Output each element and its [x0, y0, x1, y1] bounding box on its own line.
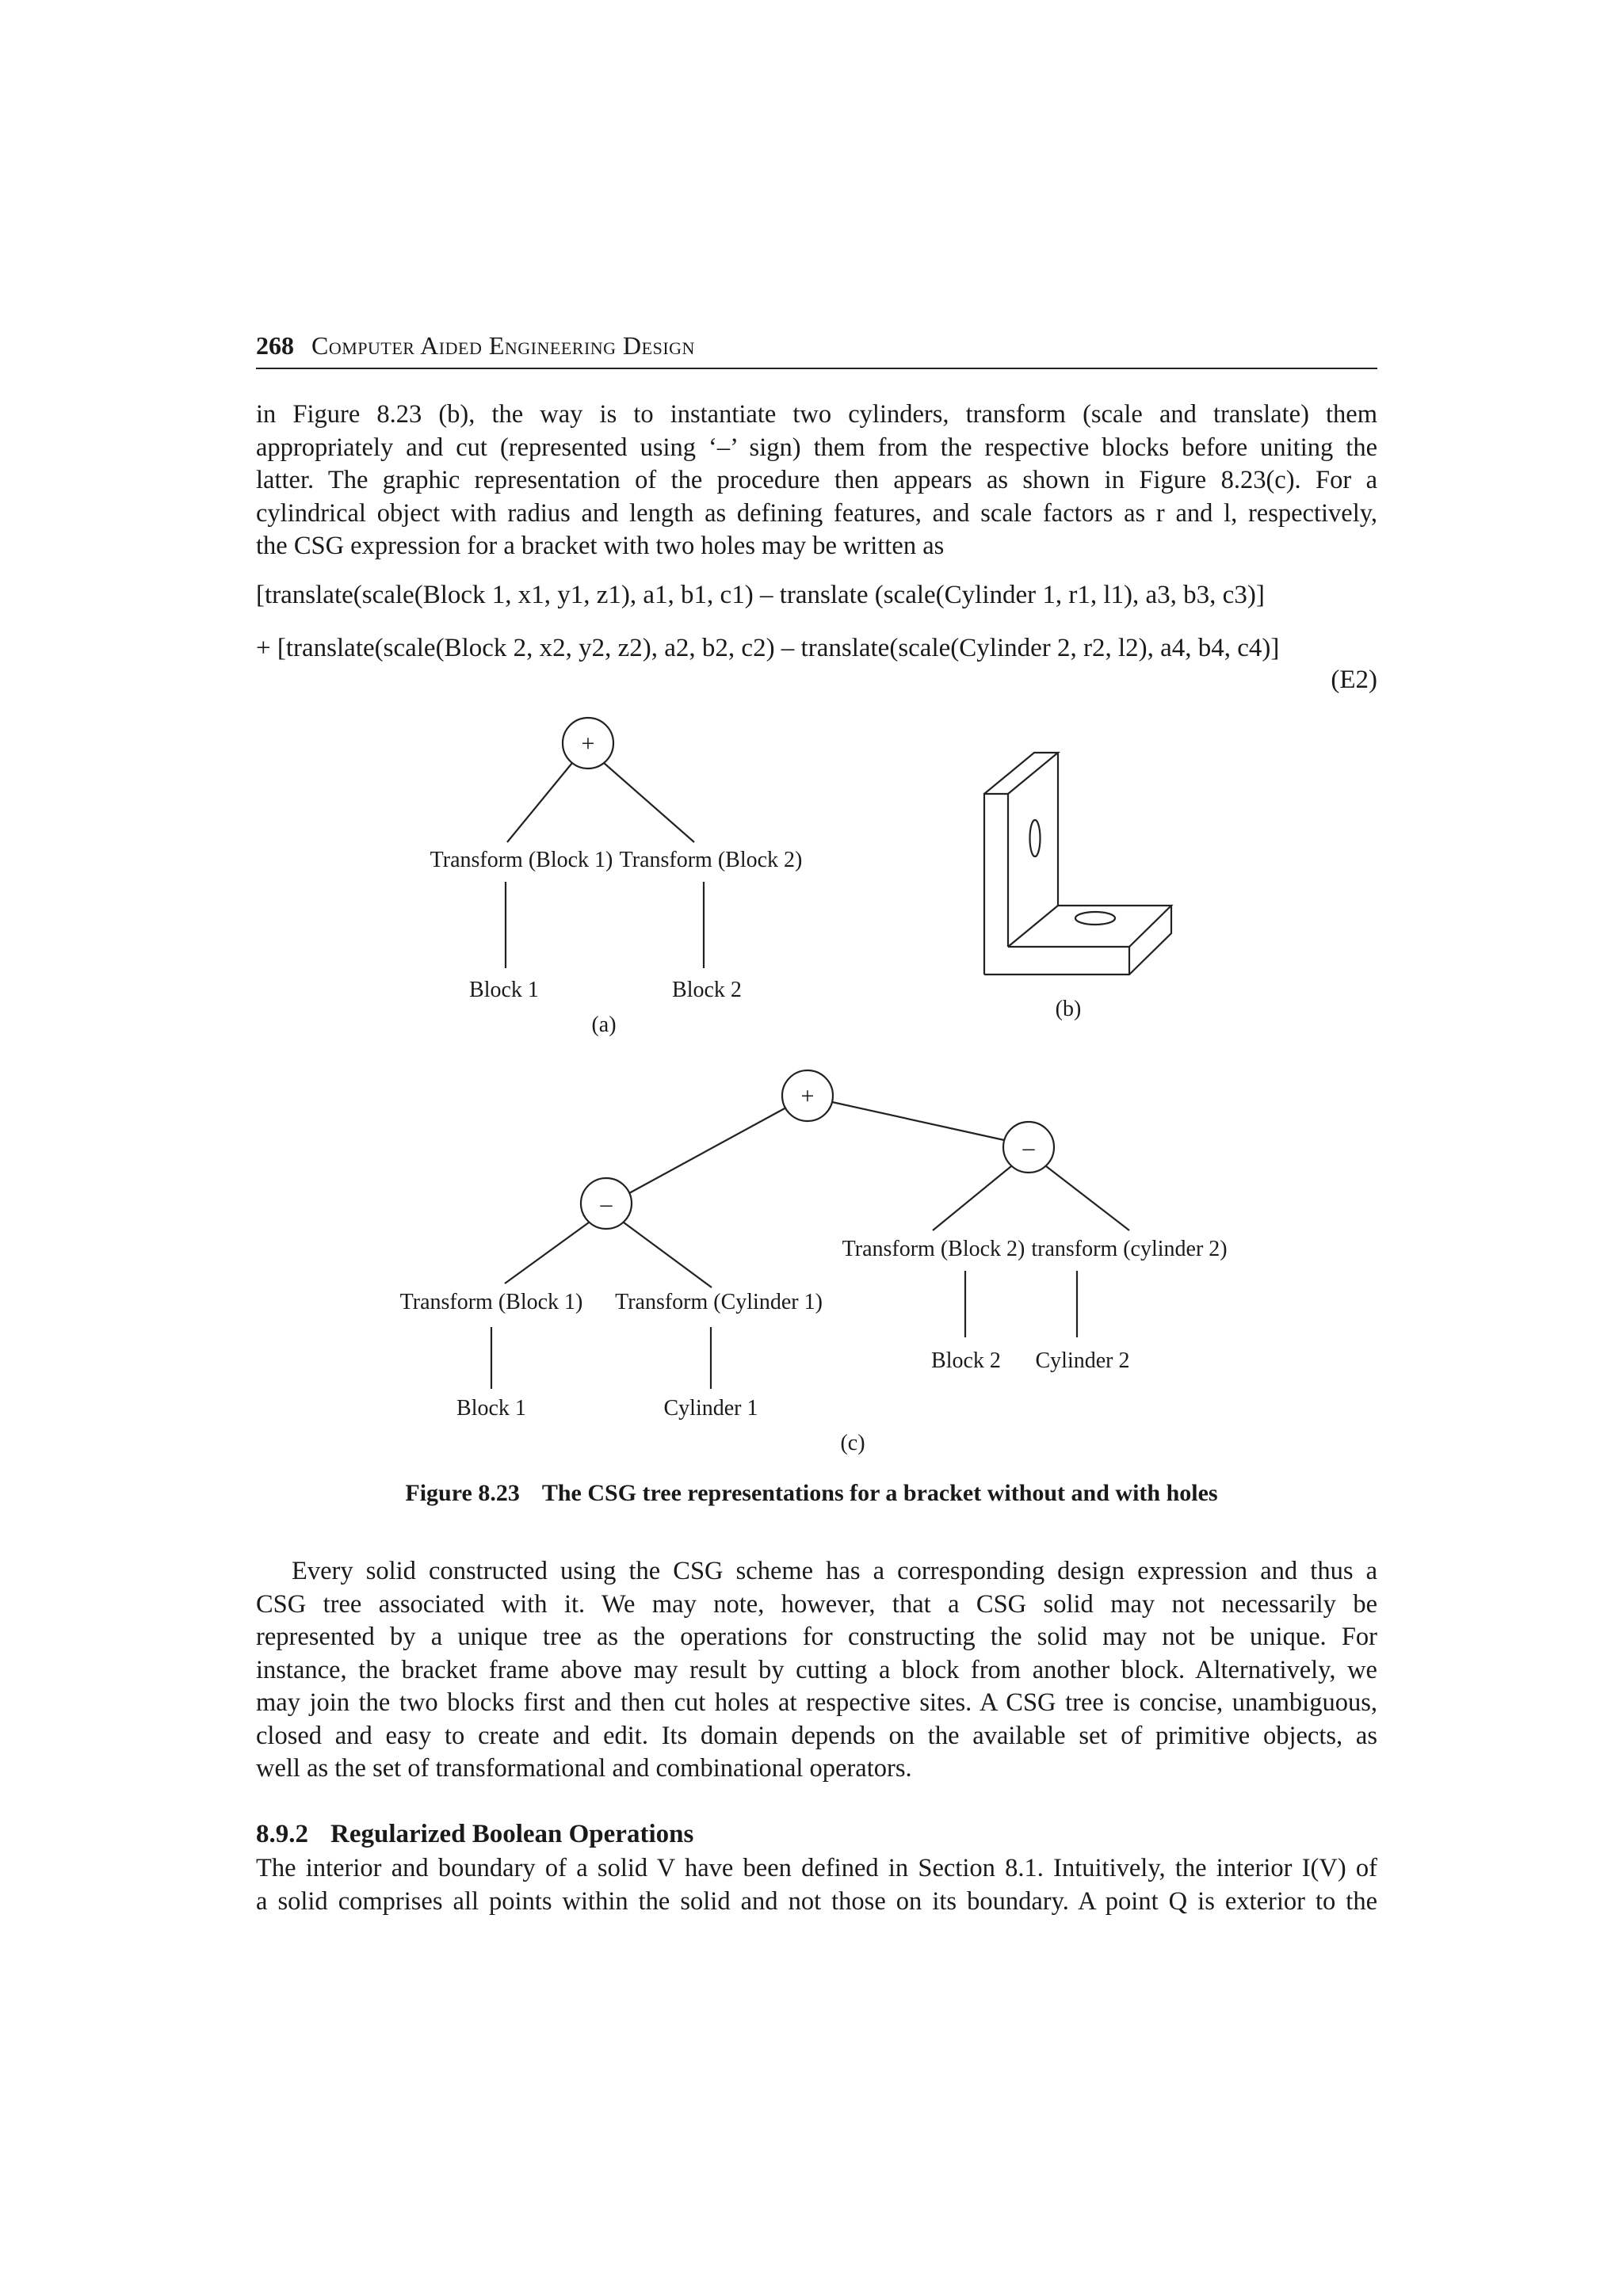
- body-line: well as the set of transformational and combinational operators.: [256, 1754, 912, 1783]
- section-line: a solid comprises all points within the solid and not those on its boundary. A point Q is exterior to the: [256, 1886, 1377, 1916]
- body-line: Every solid constructed using the CSG scheme has a corresponding design expression and thus a: [292, 1557, 1377, 1585]
- c-transform-block1: Transform (Block 1): [399, 1290, 583, 1314]
- intro-line: the CSG expression for a bracket with two holes may be written as: [256, 532, 945, 560]
- a-left-leaf: Block 1: [469, 978, 539, 1002]
- a-panel-label: (a): [591, 1013, 617, 1037]
- c-edge-right-cylinder2: [1046, 1166, 1129, 1230]
- section-heading: [256, 1820, 693, 1849]
- a-left-transform: Transform (Block 1): [430, 848, 613, 872]
- body-line: instance, the bracket frame above may result by cutting a block from another block. Alternatively, we: [256, 1655, 1377, 1684]
- equation-line-1: [translate(scale(Block 1, x1, y1, z1), a1, b1, c1) – translate (scale(Cylinder 1, r1, l1), a3, b3, c3)]: [256, 581, 1265, 609]
- c-leaf-block1: Block 1: [456, 1396, 526, 1421]
- body-line: represented by a unique tree as the operations for constructing the solid may not be unique. For: [256, 1623, 1377, 1651]
- intro-line: cylindrical object with radius and length as defining features, and scale factors as r and l, respectively,: [256, 498, 1377, 528]
- c-edge-left-cylinder1: [624, 1222, 712, 1287]
- c-transform-cylinder2: transform (cylinder 2): [1031, 1237, 1228, 1261]
- a-right-leaf: Block 2: [672, 978, 742, 1002]
- body-paragraph: [256, 1555, 1377, 1786]
- c-edge-left-block1: [505, 1222, 589, 1283]
- equation-line-2: + [translate(scale(Block 2, x2, y2, z2), a2, b2, c2) – translate(scale(Cylinder 2, r2, l2), a4, b4, c4)]: [256, 634, 1280, 662]
- c-leaf-cylinder2: Cylinder 2: [1035, 1348, 1130, 1373]
- figure-caption: [0, 1480, 1623, 1507]
- a-edge-left: [507, 763, 572, 842]
- section-number: 8.9.2: [256, 1820, 308, 1848]
- c-root-op: +: [800, 1083, 815, 1109]
- section-line: The interior and boundary of a solid V have been defined in Section 8.1. Intuitively, the interior I(V) of: [256, 1854, 1377, 1882]
- c-edge-root-left: [629, 1108, 786, 1193]
- c-left-op: –: [600, 1191, 613, 1217]
- body-line: closed and easy to create and edit. Its domain depends on the available set of primitive objects, as: [256, 1721, 1377, 1750]
- body-line: may join the two blocks first and then cut holes at respective sites. A CSG tree is concise, unambiguous,: [256, 1688, 1377, 1717]
- intro-line: latter. The graphic representation of the procedure then appears as shown in Figure 8.23(c). For a: [256, 466, 1377, 494]
- caption-text: The CSG tree representations for a bracket without and with holes: [541, 1480, 1218, 1506]
- intro-line: appropriately and cut (represented using ‘–’ sign) them from the respective blocks before uniting the: [256, 433, 1377, 462]
- c-edge-root-right: [832, 1102, 1004, 1140]
- c-transform-cylinder1: Transform (Cylinder 1): [615, 1290, 823, 1314]
- intro-line: in Figure 8.23 (b), the way is to instantiate two cylinders, transform (scale and translate) them: [256, 400, 1377, 429]
- book-title: Computer Aided Engineering Design: [311, 331, 695, 360]
- equation-number: (E2): [1331, 666, 1377, 694]
- c-leaf-block2: Block 2: [931, 1348, 1001, 1373]
- section-paragraph: [256, 1852, 1377, 1918]
- caption-number: Figure 8.23: [405, 1480, 520, 1506]
- c-right-op: –: [1022, 1135, 1035, 1161]
- a-right-transform: Transform (Block 2): [619, 848, 803, 872]
- body-line: CSG tree associated with it. We may note, however, that a CSG solid may not necessarily be: [256, 1589, 1377, 1619]
- c-edge-right-block2: [933, 1166, 1011, 1230]
- b-panel-label: (b): [1055, 997, 1082, 1021]
- c-leaf-cylinder1: Cylinder 1: [663, 1396, 758, 1421]
- a-root-op: +: [581, 730, 595, 757]
- page-number: 268: [256, 331, 294, 360]
- a-edge-right: [604, 763, 694, 842]
- c-panel-label: (c): [840, 1431, 865, 1455]
- c-transform-block2: Transform (Block 2): [842, 1237, 1025, 1261]
- bracket-drawing: [984, 753, 1171, 974]
- section-title: Regularized Boolean Operations: [330, 1820, 694, 1848]
